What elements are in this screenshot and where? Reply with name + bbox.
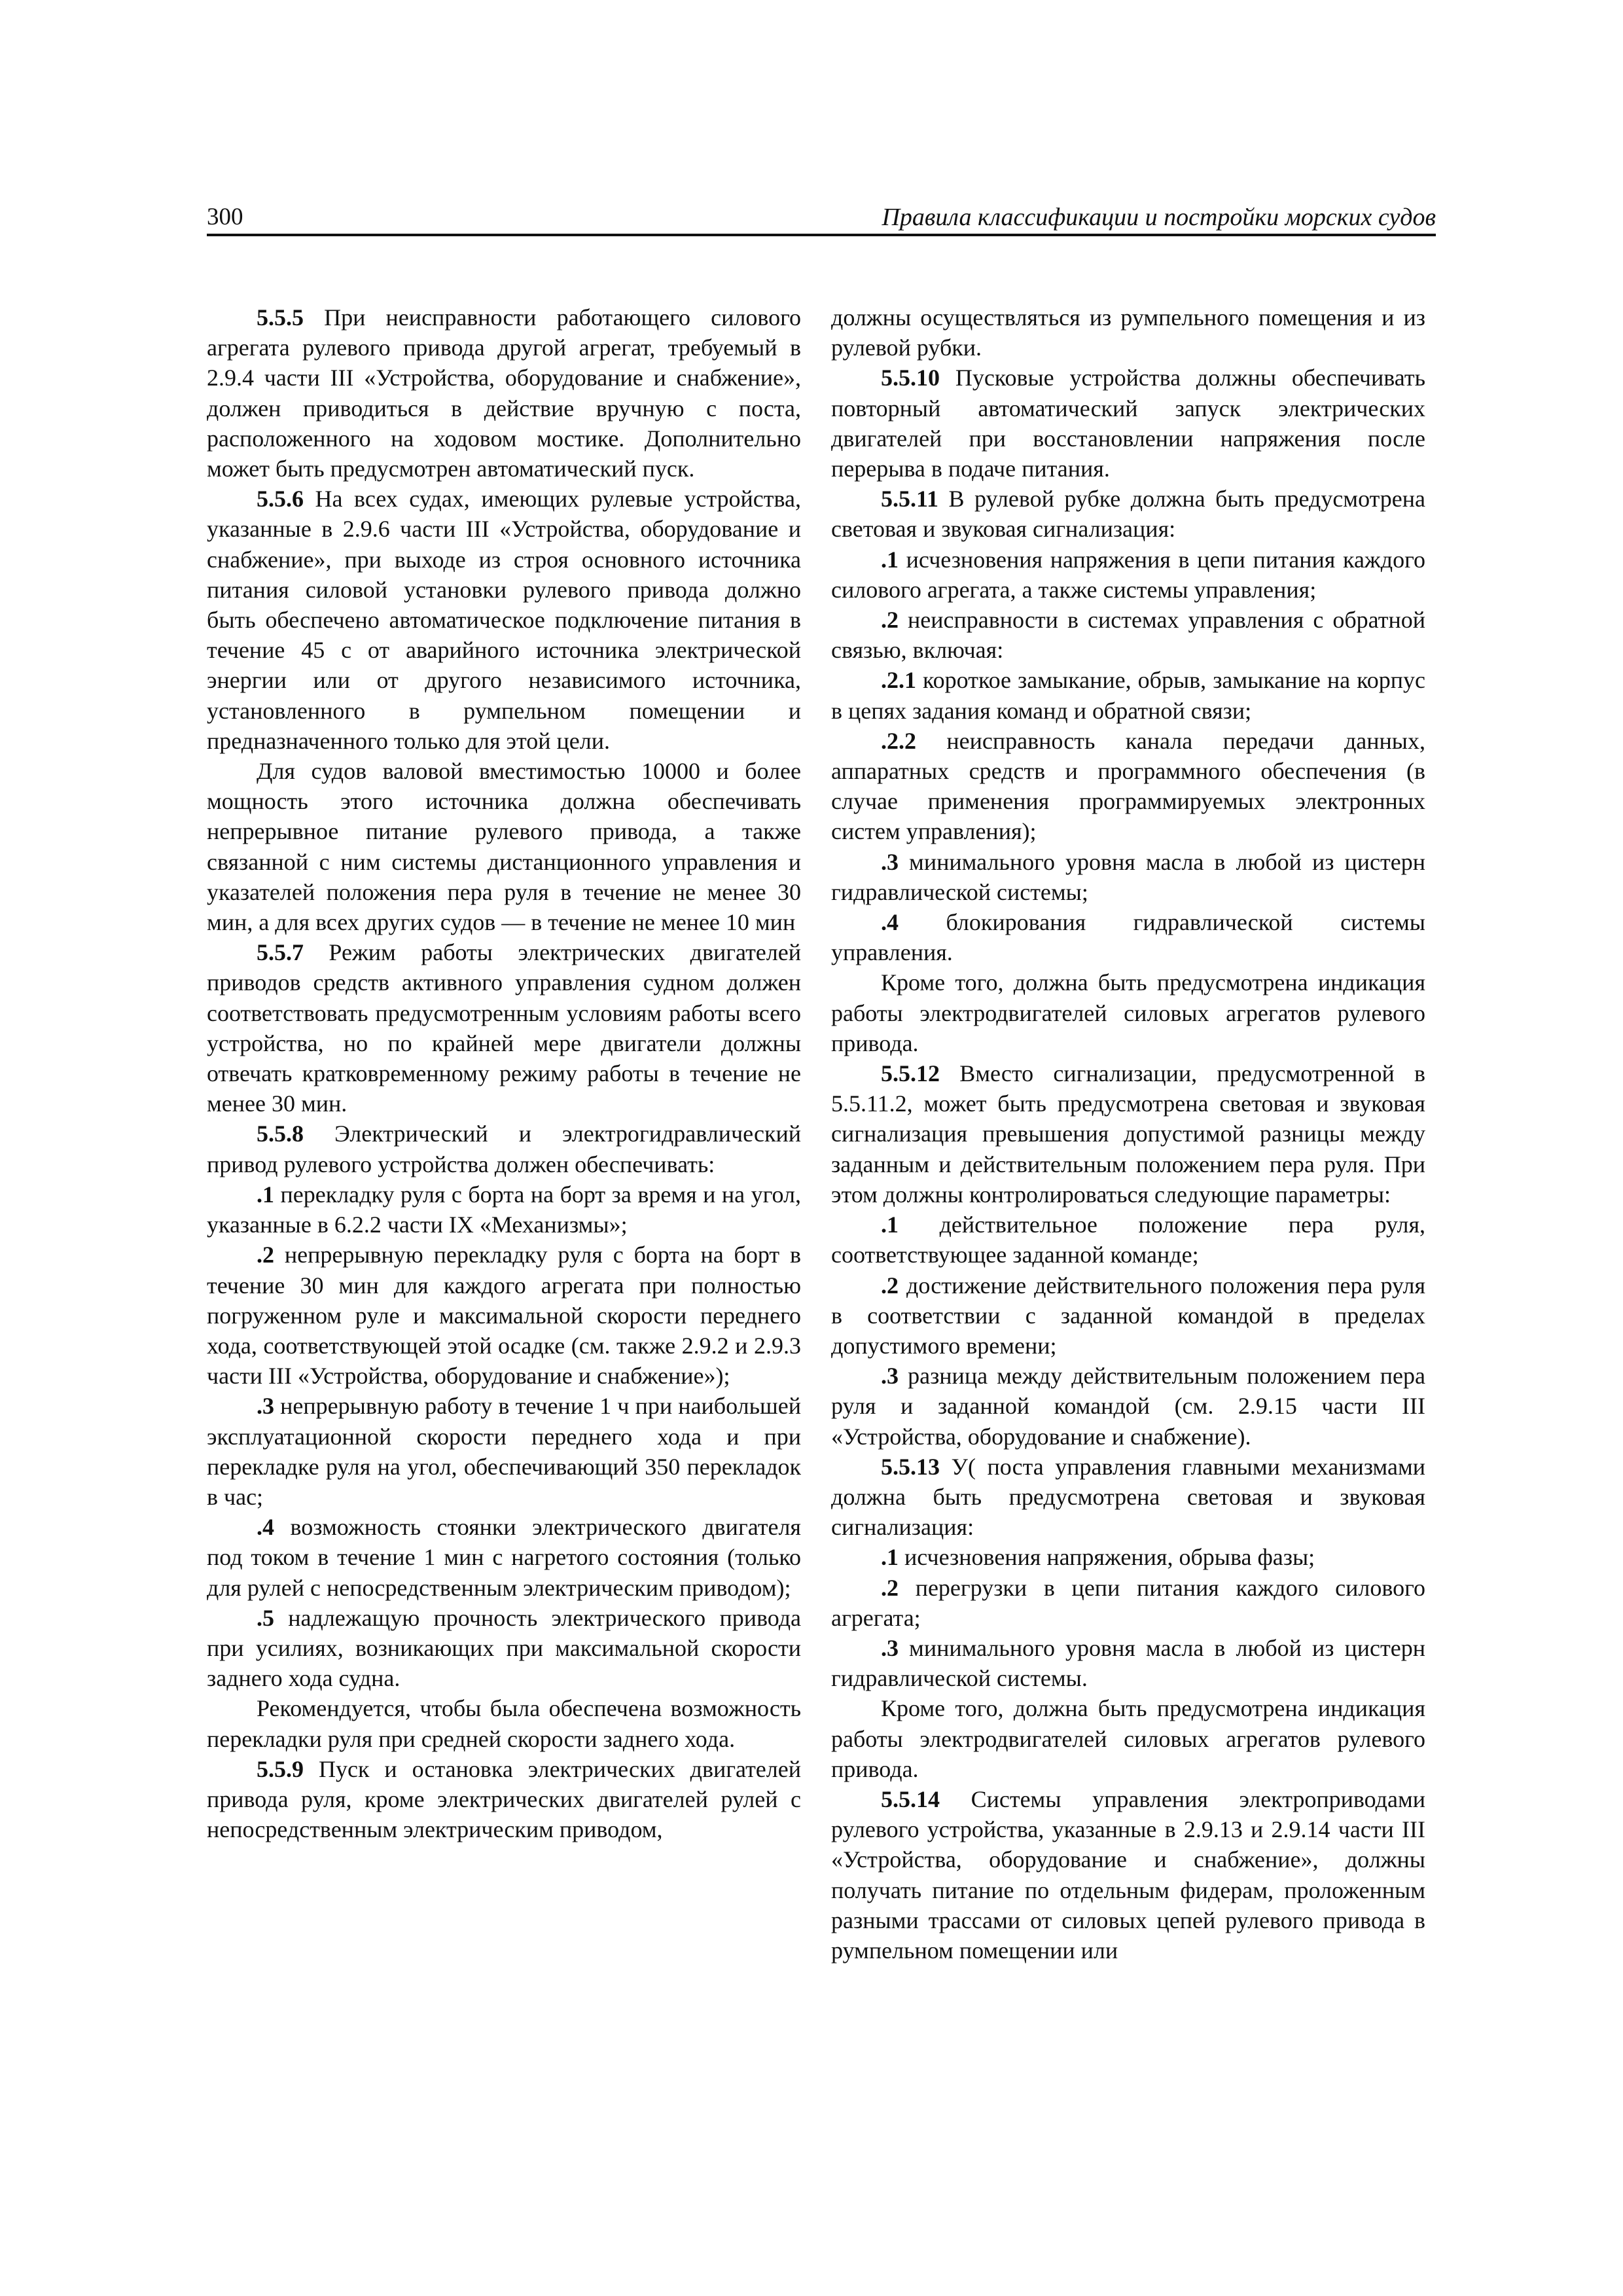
item-number: .3 [881,1363,899,1390]
paragraph-text: Режим работы электрических двигателей приводов средств активного управления судном должен соответствовать предусмотренным условиям работы всего устройства, но по крайней мере двигатели должны отвечать кратковременному режиму работы в течение не менее 30 мин. [207,939,801,1117]
paragraph-text: Электрический и электрогидравлический привод рулевого устройства должен обеспечивать: [207,1121,801,1177]
item-text: блокирования гидравлической системы управления. [831,909,1425,966]
paragraph [207,937,801,1119]
list-item [831,1361,1425,1452]
item-number: .3 [881,848,899,875]
paragraph-continuation [831,302,1425,363]
clause-number: 5.5.13 [881,1453,940,1480]
list-item [831,545,1425,605]
paragraph [831,967,1425,1058]
item-text: исчезновения напряжения, обрыва фазы; [899,1544,1315,1571]
list-item [207,1240,801,1391]
paragraph [831,1452,1425,1543]
paragraph-text: Системы управления электроприводами рулевого устройства, указанные в 2.9.13 и 2.9.14 части III «Устройства, оборудование и снабжение», должны получать питание по отдельным фидерам, проложенным разными трассами от силовых цепей рулевого привода в румпельном помещении или [831,1785,1425,1964]
item-text: непрерывную перекладку руля с борта на борт в течение 30 мин для каждого агрегата при полностью погруженном руле и максимальной скорости переднего хода, соответствующей этой осадке (см. также 2.9.2 и 2.9.3 части III «Устройства, оборудование и снабжение»); [207,1242,801,1390]
item-text: непрерывную работу в течение 1 ч при наибольшей эксплуатационной скорости переднего хода и при перекладке руля на угол, обеспечивающий 350 перекладок в час; [207,1393,801,1510]
item-text: короткое замыкание, обрыв, замыкание на корпус в цепях задания команд и обратной связи; [831,667,1425,724]
list-item [207,1512,801,1603]
paragraph-text: Рекомендуется, чтобы была обеспечена возможность перекладки руля при средней скорости заднего хода. [207,1695,801,1752]
paragraph-text: У( поста управления главными механизмами должна быть предусмотрена световая и звуковая сигнализация: [831,1453,1425,1541]
item-number: .4 [257,1514,274,1541]
paragraph-text: Кроме того, должна быть предусмотрена индикация работы электродвигателей силовых агрегатов рулевого привода. [831,1695,1425,1782]
clause-number: 5.5.9 [257,1755,304,1782]
paragraph [831,1784,1425,1965]
list-item [831,665,1425,725]
item-text: перекладку руля с борта на борт за время и на угол, указанные в 6.2.2 части IX «Механизмы»; [207,1181,801,1238]
paragraph [207,1693,801,1753]
paragraph [207,302,801,484]
item-number: .2 [881,1574,899,1601]
clause-number: 5.5.5 [257,304,304,331]
item-text: неисправности в системах управления с обратной связью, включая: [831,607,1425,664]
clause-number: 5.5.6 [257,486,304,512]
item-number: .5 [257,1604,274,1631]
item-number: .1 [881,546,899,573]
paragraph-text: На всех судах, имеющих рулевые устройства, указанные в 2.9.6 части III «Устройства, оборудование и снабжение», при выходе из строя основного источника питания силовой установки рулевого привода должно быть обеспечено автоматическое подключение питания в течение 45 с от аварийного источника электрической энергии или от другого независимого источника, установленного в румпельном помещении и предназначенного только для этой цели. [207,486,801,754]
list-item [831,1270,1425,1361]
paragraph-text: Пуск и остановка электрических двигателей привода руля, кроме электрических двигателей рулей с непосредственным электрическим приводом, [207,1755,801,1843]
item-number: .2.1 [881,667,916,694]
clause-number: 5.5.10 [881,365,940,391]
list-item [831,1633,1425,1693]
paragraph-text: Кроме того, должна быть предусмотрена индикация работы электродвигателей силовых агрегатов рулевого привода. [831,969,1425,1056]
list-item [831,907,1425,967]
left-column [207,302,801,1844]
paragraph-text: В рулевой рубке должна быть предусмотрена световая и звуковая сигнализация: [831,486,1425,543]
page-number: 300 [207,204,243,230]
paragraph [831,1058,1425,1210]
item-text: разница между действительным положением пера руля и заданной командой (см. 2.9.15 части III «Устройства, оборудование и снабжение). [831,1363,1425,1450]
paragraph-text: Для судов валовой вместимостью 10000 и более мощность этого источника должна обеспечивать непрерывное питание рулевого привода, а также связанной с ним системы дистанционного управления и указателей положения пера руля в течение не менее 30 мин, а для всех других судов — в течение не менее 10 мин [207,758,801,936]
item-number: .2 [881,1272,899,1299]
header-rule [207,234,1436,236]
clause-number: 5.5.7 [257,939,304,966]
list-item [831,726,1425,847]
paragraph [207,484,801,756]
item-text: действительное положение пера руля, соответствующее заданной команде; [831,1211,1425,1268]
right-column [831,302,1425,1965]
item-text: перегрузки в цепи питания каждого силового агрегата; [831,1574,1425,1631]
item-text: минимального уровня масла в любой из цистерн гидравлической системы; [831,848,1425,905]
clause-number: 5.5.8 [257,1121,304,1147]
paragraph-text: Вместо сигнализации, предусмотренной в 5.5.11.2, может быть предусмотрена световая и звуковая сигнализация превышения допустимой разницы между заданным и действительным положением пера руля. При этом должны контролироваться следующие параметры: [831,1060,1425,1208]
clause-number: 5.5.11 [881,486,939,512]
item-number: .1 [881,1211,899,1238]
clause-number: 5.5.14 [881,1785,940,1812]
list-item [831,605,1425,665]
running-title: Правила классификации и постройки морских судов [882,204,1436,231]
item-number: .4 [881,909,899,936]
item-number: .2.2 [881,727,916,754]
list-item [207,1603,801,1694]
item-text: надлежащую прочность электрического привода при усилиях, возникающих при максимальной скорости заднего хода судна. [207,1604,801,1692]
list-item [831,1542,1425,1572]
paragraph [831,484,1425,544]
paragraph [831,1693,1425,1784]
item-text: неисправность канала передачи данных, аппаратных средств и программного обеспечения (в случае применения программируемых электронных систем управления); [831,727,1425,845]
item-text: исчезновения напряжения в цепи питания каждого силового агрегата, а также системы управления; [831,546,1425,603]
list-item [831,847,1425,907]
page-header [207,200,1436,234]
paragraph-text: Пусковые устройства должны обеспечивать повторный автоматический запуск электрических двигателей при восстановлении напряжения после перерыва в подаче питания. [831,365,1425,482]
paragraph [207,1754,801,1845]
list-item [831,1573,1425,1633]
item-text: возможность стоянки электрического двигателя под током в течение 1 мин с нагретого состояния (только для рулей с непосредственным электрическим приводом); [207,1514,801,1601]
paragraph [831,363,1425,484]
item-text: минимального уровня масла в любой из цистерн гидравлической системы. [831,1634,1425,1692]
item-text: достижение действительного положения пера руля в соответствии с заданной командой в пределах допустимого времени; [831,1272,1425,1359]
item-number: .3 [257,1393,274,1420]
list-item [831,1210,1425,1270]
paragraph-text: должны осуществляться из румпельного помещения и из рулевой рубки. [831,304,1425,361]
item-number: .2 [257,1242,274,1268]
paragraph [207,1119,801,1179]
list-item [207,1179,801,1240]
paragraph-text: При неисправности работающего силового агрегата рулевого привода другой агрегат, требуемый в 2.9.4 части III «Устройства, оборудование и снабжение», должен приводиться в действие вручную с поста, расположенного на ходовом мостике. Дополнительно может быть предусмотрен автоматический пуск. [207,304,801,482]
item-number: .2 [881,607,899,634]
paragraph [207,756,801,937]
item-number: .1 [881,1544,899,1571]
clause-number: 5.5.12 [881,1060,940,1087]
item-number: .3 [881,1634,899,1661]
list-item [207,1391,801,1512]
item-number: .1 [257,1181,274,1208]
